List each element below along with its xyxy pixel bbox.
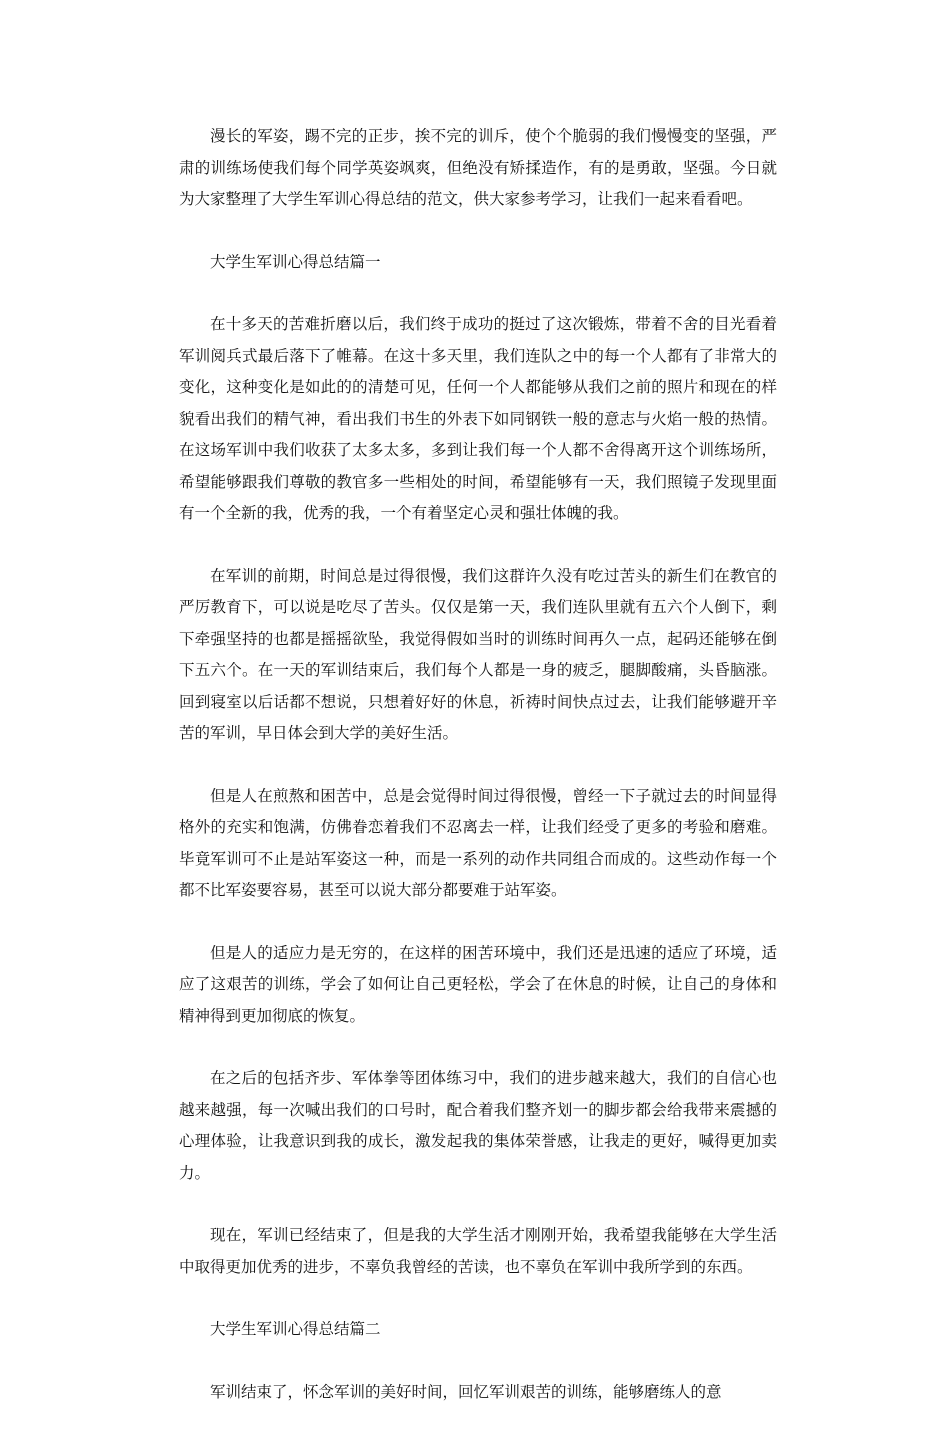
paragraph: 在之后的包括齐步、军体拳等团体练习中，我们的进步越来越大，我们的自信心也越来越强，每一次喊出我们的口号时，配合着我们整齐划一的脚步都会给我带来震撼的心理体验，让我意识到我的成长，激发起我的集体荣誉感，让我走的更好，喊得更加卖力。 — [179, 1069, 777, 1182]
paragraph: 在军训的前期，时间总是过得很慢，我们这群许久没有吃过苦头的新生们在教官的严厉教育下，可以说是吃尽了苦头。仅仅是第一天，我们连队里就有五六个人倒下，剩下牵强坚持的也都是摇摇欲坠，我觉得假如当时的训练时间再久一点，起码还能够在倒下五六个。在一天的军训结束后，我们每个人都是一身的疲乏，腿脚酸痛，头昏脑涨。回到寝室以后话都不想说，只想着好好的休息，祈祷时间快点过去，让我们能够避开辛苦的军训，早日体会到大学的美好生活。 — [179, 566, 777, 742]
intro-paragraph: 漫长的军姿，踢不完的正步，挨不完的训斥，使个个脆弱的我们慢慢变的坚强，严肃的训练场使我们每个同学英姿飒爽，但绝没有矫揉造作，有的是勇敢，坚强。今日就为大家整理了大学生军训心得总结的范文，供大家参考学习，让我们一起来看看吧。 — [179, 127, 777, 208]
paragraph: 现在，军训已经结束了，但是我的大学生活才刚刚开始，我希望我能够在大学生活中取得更加优秀的进步，不辜负我曾经的苦读，也不辜负在军训中我所学到的东西。 — [179, 1226, 777, 1276]
document-body — [179, 121, 777, 1439]
paragraph: 但是人的适应力是无穷的，在这样的困苦环境中，我们还是迅速的适应了环境，适应了这艰苦的训练，学会了如何让自己更轻松，学会了在休息的时候，让自己的身体和精神得到更加彻底的恢复。 — [179, 943, 777, 1025]
section-heading-1: 大学生军训心得总结篇一 — [210, 252, 381, 271]
section-heading-2: 大学生军训心得总结篇二 — [210, 1320, 381, 1338]
paragraph: 在十多天的苦难折磨以后，我们终于成功的挺过了这次锻炼，带着不舍的目光看着军训阅兵式最后落下了帷幕。在这十多天里，我们连队之中的每一个人都有了非常大的变化，这种变化是如此的的清楚可见，任何一个人都能够从我们之前的照片和现在的样貌看出我们的精气神，看出我们书生的外表下如同钢铁一般的意志与火焰一般的热情。在这场军训中我们收获了太多太多，多到让我们每一个人都不舍得离开这个训练场所，希望能够跟我们尊敬的教官多一些相处的时间，希望能够有一天，我们照镜子发现里面有一个全新的我，优秀的我，一个有着坚定心灵和强壮体魄的我。 — [179, 315, 777, 522]
paragraph: 但是人在煎熬和困苦中，总是会觉得时间过得很慢，曾经一下子就过去的时间显得格外的充实和饱满，仿佛眷恋着我们不忍离去一样，让我们经受了更多的考验和磨难。毕竟军训可不止是站军姿这一种，而是一系列的动作共同组合而成的。这些动作每一个都不比军姿要容易，甚至可以说大部分都要难于站军姿。 — [179, 786, 777, 899]
paragraph: 军训结束了，怀念军训的美好时间，回忆军训艰苦的训练，能够磨练人的意 — [210, 1382, 722, 1401]
